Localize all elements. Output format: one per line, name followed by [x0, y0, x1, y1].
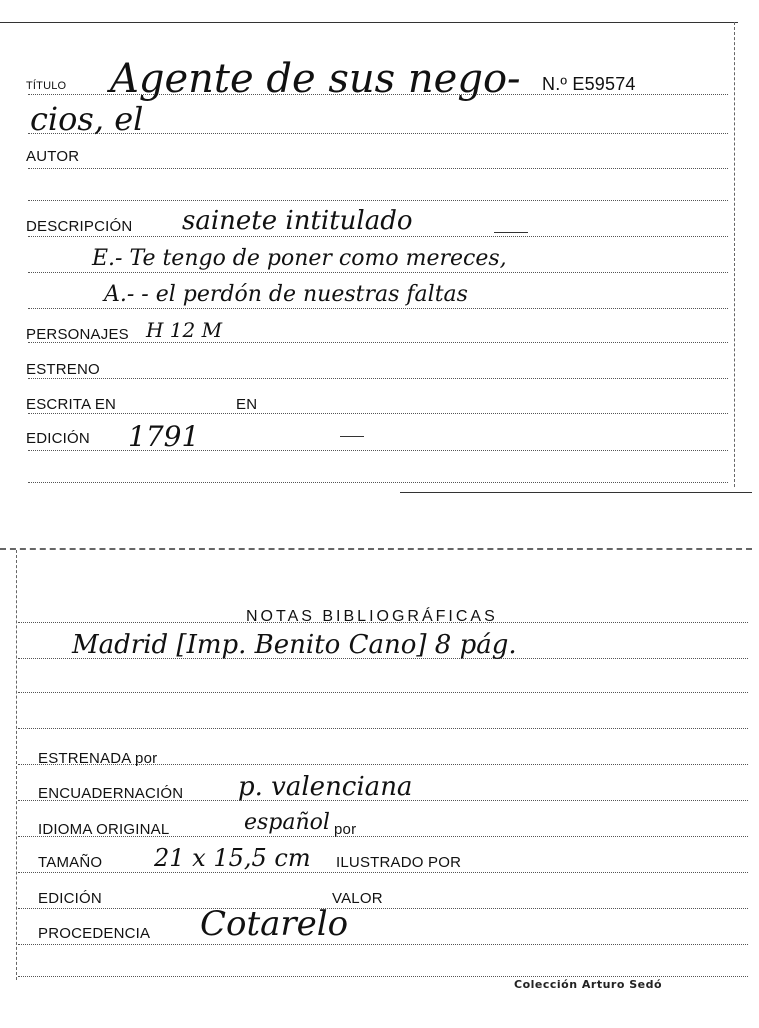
top-border: [0, 22, 738, 23]
personajes-value: H 12 M: [146, 318, 223, 342]
ruled-line: [28, 272, 728, 273]
ruled-line: [28, 200, 728, 201]
idioma-original-value: español: [244, 810, 330, 835]
notas-bibliograficas-value: Madrid [Imp. Benito Cano] 8 pág.: [72, 630, 517, 660]
descripcion-dash: [494, 232, 528, 233]
ruled-line: [28, 168, 728, 169]
titulo-value-line1: Agente de sus nego-: [110, 56, 521, 102]
edicion-label: EDICIÓN: [38, 890, 102, 907]
idioma-original-label: IDIOMA ORIGINAL: [38, 821, 170, 838]
edicion-label: EDICIÓN: [26, 430, 90, 447]
ruled-line: [18, 692, 748, 693]
estrenada-label: ESTRENADA por: [38, 750, 158, 767]
procedencia-label: PROCEDENCIA: [38, 925, 151, 942]
escrita-en-secondary-label: EN: [236, 396, 258, 413]
left-edge: [16, 550, 17, 980]
ruled-line: [18, 728, 748, 729]
descripcion-value-line2: E.- Te tengo de poner como mereces,: [92, 246, 507, 271]
titulo-label: TÍTULO: [26, 80, 67, 92]
tamano-value: 21 x 15,5 cm: [154, 844, 311, 872]
ruled-line: [18, 944, 748, 945]
ruled-line: [28, 236, 728, 237]
ilustrado-por-label: ILUSTRADO POR: [336, 854, 462, 871]
descripcion-value-line3: A.- - el perdón de nuestras faltas: [104, 282, 468, 307]
encuadernacion-label: ENCUADERNACIÓN: [38, 785, 184, 802]
escrita-en-label: ESCRITA EN: [26, 396, 117, 413]
edicion-value: 1791: [128, 420, 200, 453]
ruled-line: [28, 482, 728, 483]
catalog-card-bottom: [0, 540, 759, 1028]
ruled-line: [28, 342, 728, 343]
autor-label: AUTOR: [26, 148, 80, 165]
valor-label: VALOR: [332, 890, 383, 907]
personajes-label: PERSONAJES: [26, 326, 129, 343]
numero-registro: N.º E59574: [542, 74, 636, 94]
catalog-card-top: [0, 0, 759, 495]
idioma-por-label: por: [334, 821, 357, 838]
ruled-line: [18, 976, 748, 977]
descripcion-label: DESCRIPCIÓN: [26, 218, 133, 235]
titulo-value-line2: cios, el: [30, 100, 144, 138]
ruled-line: [28, 413, 728, 414]
ruled-line: [18, 908, 748, 909]
ruled-line: [28, 308, 728, 309]
ruled-line: [28, 378, 728, 379]
right-edge: [734, 22, 735, 487]
encuadernacion-value: p. valenciana: [238, 772, 413, 802]
ruled-line: [18, 872, 748, 873]
descripcion-value-line1: sainete intitulado: [182, 206, 413, 236]
procedencia-value: Cotarelo: [200, 904, 349, 944]
estreno-label: ESTRENO: [26, 361, 100, 378]
notas-bibliograficas-title: NOTAS BIBLIOGRÁFICAS: [246, 608, 498, 625]
top-border: [0, 548, 752, 550]
edicion-dash: [340, 436, 364, 437]
bottom-border: [400, 492, 752, 493]
coleccion-stamp: Colección Arturo Sedó: [514, 978, 663, 991]
tamano-label: TAMAÑO: [38, 854, 103, 871]
